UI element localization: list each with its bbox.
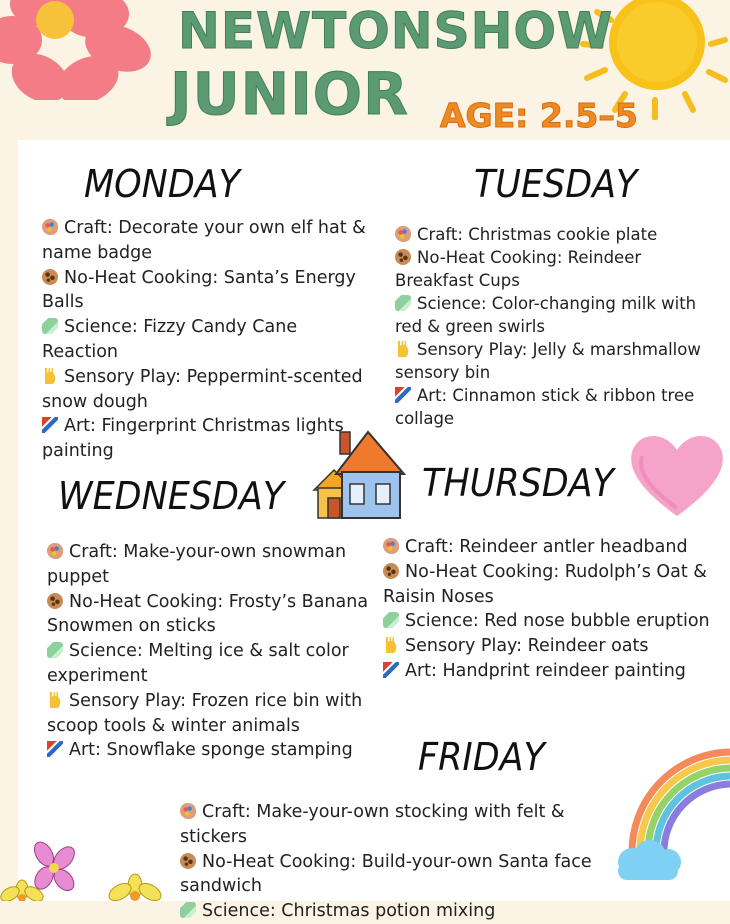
thursday-activity-list	[383, 535, 711, 684]
cookie-icon	[395, 249, 411, 265]
heart-illustration	[628, 428, 726, 520]
list-item: No-Heat Cooking: Rudolph’s Oat & Raisin Noses	[383, 561, 707, 607]
list-item: Sensory Play: Peppermint-scented snow dough	[42, 366, 363, 412]
title-line-2: JUNIOR	[170, 60, 409, 128]
list-item: Sensory Play: Reindeer oats	[383, 634, 711, 659]
list-item: No-Heat Cooking: Frosty’s Banana Snowmen on sticks	[47, 591, 369, 637]
paintbrush-icon	[42, 417, 58, 433]
list-item: Science: Christmas potion mixing	[180, 899, 620, 924]
cookie-icon	[47, 593, 63, 609]
list-item: No-Heat Cooking: Santa’s Energy Balls	[42, 267, 356, 313]
flowers-illustration	[0, 838, 170, 901]
list-item: Craft: Christmas cookie plate	[395, 223, 713, 246]
list-item: Science: Melting ice & salt color experiment	[47, 641, 349, 686]
hand-icon	[383, 637, 399, 653]
list-item: Craft: Make-your-own stocking with felt & stickers	[180, 802, 565, 847]
wednesday-activity-list	[47, 540, 377, 763]
list-item: No-Heat Cooking: Reindeer Breakfast Cups	[395, 248, 642, 290]
title-line-1: NEWTONSHOW	[178, 2, 614, 60]
cookie-icon	[42, 269, 58, 285]
day-heading-friday: FRIDAY	[418, 735, 545, 779]
cookie-icon	[383, 563, 399, 579]
palette-icon	[42, 219, 58, 235]
list-item: Art: Cinnamon stick & ribbon tree collage	[395, 386, 695, 428]
palette-icon	[395, 226, 411, 242]
list-item: Sensory Play: Jelly & marshmallow sensory bin	[395, 340, 701, 382]
list-item: Art: Fingerprint Christmas lights painting	[42, 416, 344, 462]
list-item: Sensory Play: Frozen rice bin with scoop tools & winter animals	[47, 690, 363, 736]
list-item: Science: Color-changing milk with red & green swirls	[395, 294, 697, 336]
paintbrush-icon	[395, 387, 411, 403]
test-tube-icon	[180, 902, 196, 918]
day-heading-tuesday: TUESDAY	[474, 162, 638, 206]
palette-icon	[180, 803, 196, 819]
palette-icon	[383, 538, 399, 554]
day-heading-wednesday: WEDNESDAY	[58, 474, 285, 518]
list-item: Science: Fizzy Candy Cane Reaction	[42, 317, 298, 362]
test-tube-icon	[383, 612, 399, 628]
paintbrush-icon	[383, 662, 399, 678]
hand-icon	[395, 341, 411, 357]
tuesday-activity-list	[395, 223, 713, 430]
list-item: Art: Handprint reindeer painting	[383, 659, 711, 684]
age-label: AGE: 2.5–5	[440, 96, 638, 135]
rainbow-illustration	[612, 734, 730, 889]
list-item: Art: Snowflake sponge stamping	[47, 738, 377, 763]
flower-illustration	[0, 0, 155, 100]
list-item: No-Heat Cooking: Build-your-own Santa face sandwich	[180, 851, 592, 897]
list-item: Science: Red nose bubble eruption	[383, 609, 711, 634]
day-heading-monday: MONDAY	[84, 162, 241, 206]
test-tube-icon	[395, 295, 411, 311]
list-item: Craft: Make-your-own snowman puppet	[47, 542, 347, 587]
list-item: Craft: Reindeer antler headband	[383, 535, 711, 560]
palette-icon	[47, 543, 63, 559]
test-tube-icon	[47, 642, 63, 658]
hand-icon	[47, 692, 63, 708]
friday-activity-list	[180, 800, 620, 924]
day-heading-thursday: THURSDAY	[422, 461, 614, 505]
paintbrush-icon	[47, 741, 63, 757]
cookie-icon	[180, 853, 196, 869]
test-tube-icon	[42, 318, 58, 334]
hand-icon	[42, 368, 58, 384]
monday-activity-list	[42, 216, 378, 464]
list-item: Craft: Decorate your own elf hat & name badge	[42, 218, 366, 263]
